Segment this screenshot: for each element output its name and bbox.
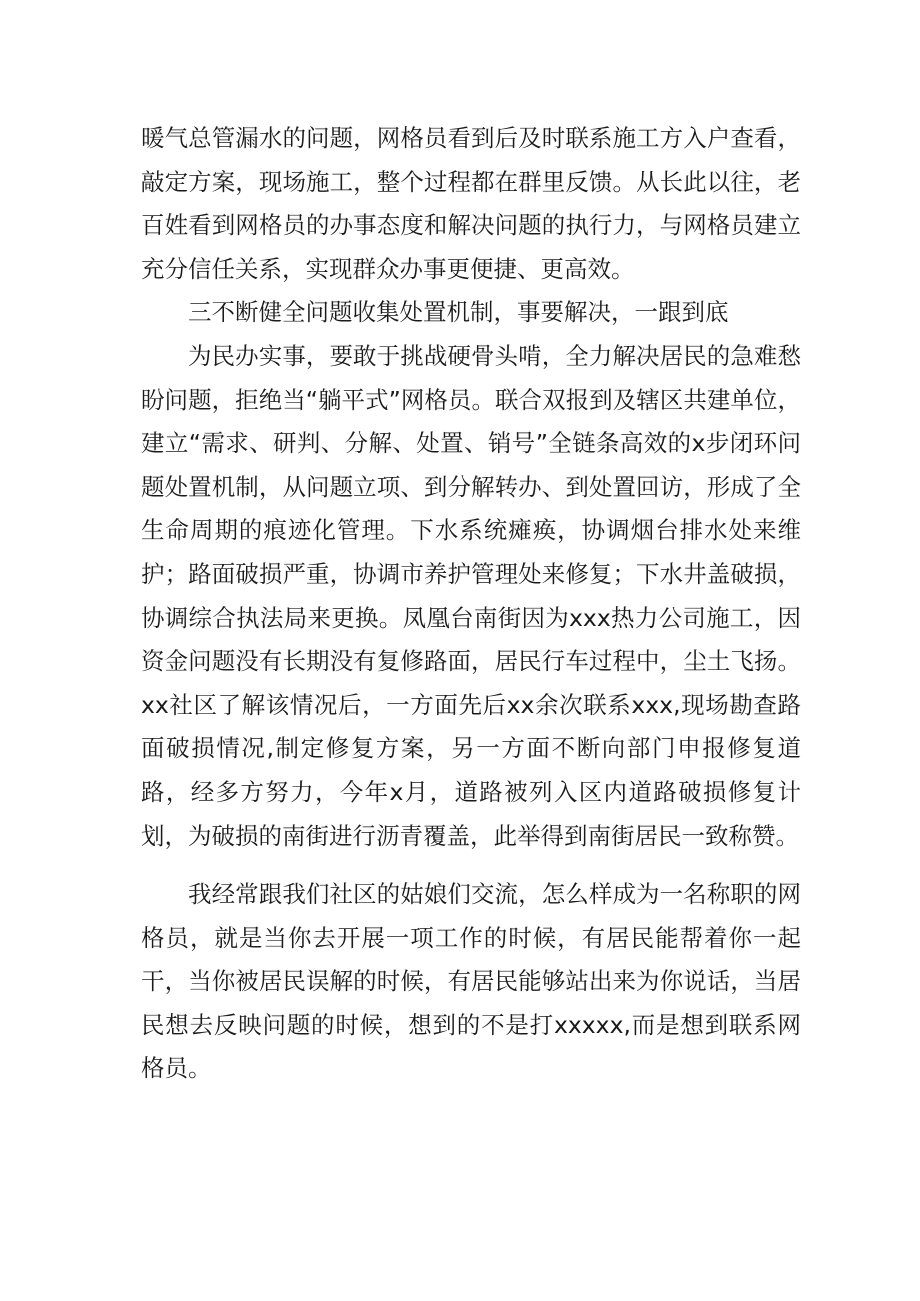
paragraph-3: 我经常跟我们社区的姑娘们交流，怎么样成为一名称职的网格员，就是当你去开展一项工作的时候，有居民能帮着你一起干，当你被居民误解的时候，有居民能够站出来为你说话，当居民想去反映问题的时候，想到的不是打xxxxx,而是想到联系网格员。 [141, 880, 801, 1083]
paragraph-1: 暖气总管漏水的问题，网格员看到后及时联系施工方入户查看，敲定方案，现场施工，整个过程都在群里反馈。从长此以往，老百姓看到网格员的办事态度和解决问题的执行力，与网格员建立充分信任关系，实现群众办事更便捷、更高效。 [141, 124, 801, 283]
section-heading: 三不断健全问题收集处置机制，事要解决，一跟到底 [188, 298, 729, 327]
document-body [141, 117, 801, 1091]
paragraph-2: 为民办实事，要敢于挑战硬骨头啃，全力解决居民的急难愁盼问题，拒绝当“躺平式”网格员。联合双报到及辖区共建单位，建立“需求、研判、分解、处置、销号”全链条高效的x步闭环问题处置机制，从问题立项、到分解转办、到处置回访，形成了全生命周期的痕迹化管理。下水系统瘫痪，协调烟台排水处来维护；路面破损严重，协调市养护管理处来修复；下水井盖破损，协调综合执法局来更换。凤凰台南街因为xxx热力公司施工，因资金问题没有长期没有复修路面，居民行车过程中，尘土飞扬。xx社区了解该情况后，一方面先后xx余次联系xxx,现场勘查路面破损情况,制定修复方案，另一方面不断向部门申报修复道路，经多方努力，今年x月，道路被列入区内道路破损修复计划，为破损的南街进行沥青覆盖，此举得到南街居民一致称赞。 [141, 341, 801, 850]
